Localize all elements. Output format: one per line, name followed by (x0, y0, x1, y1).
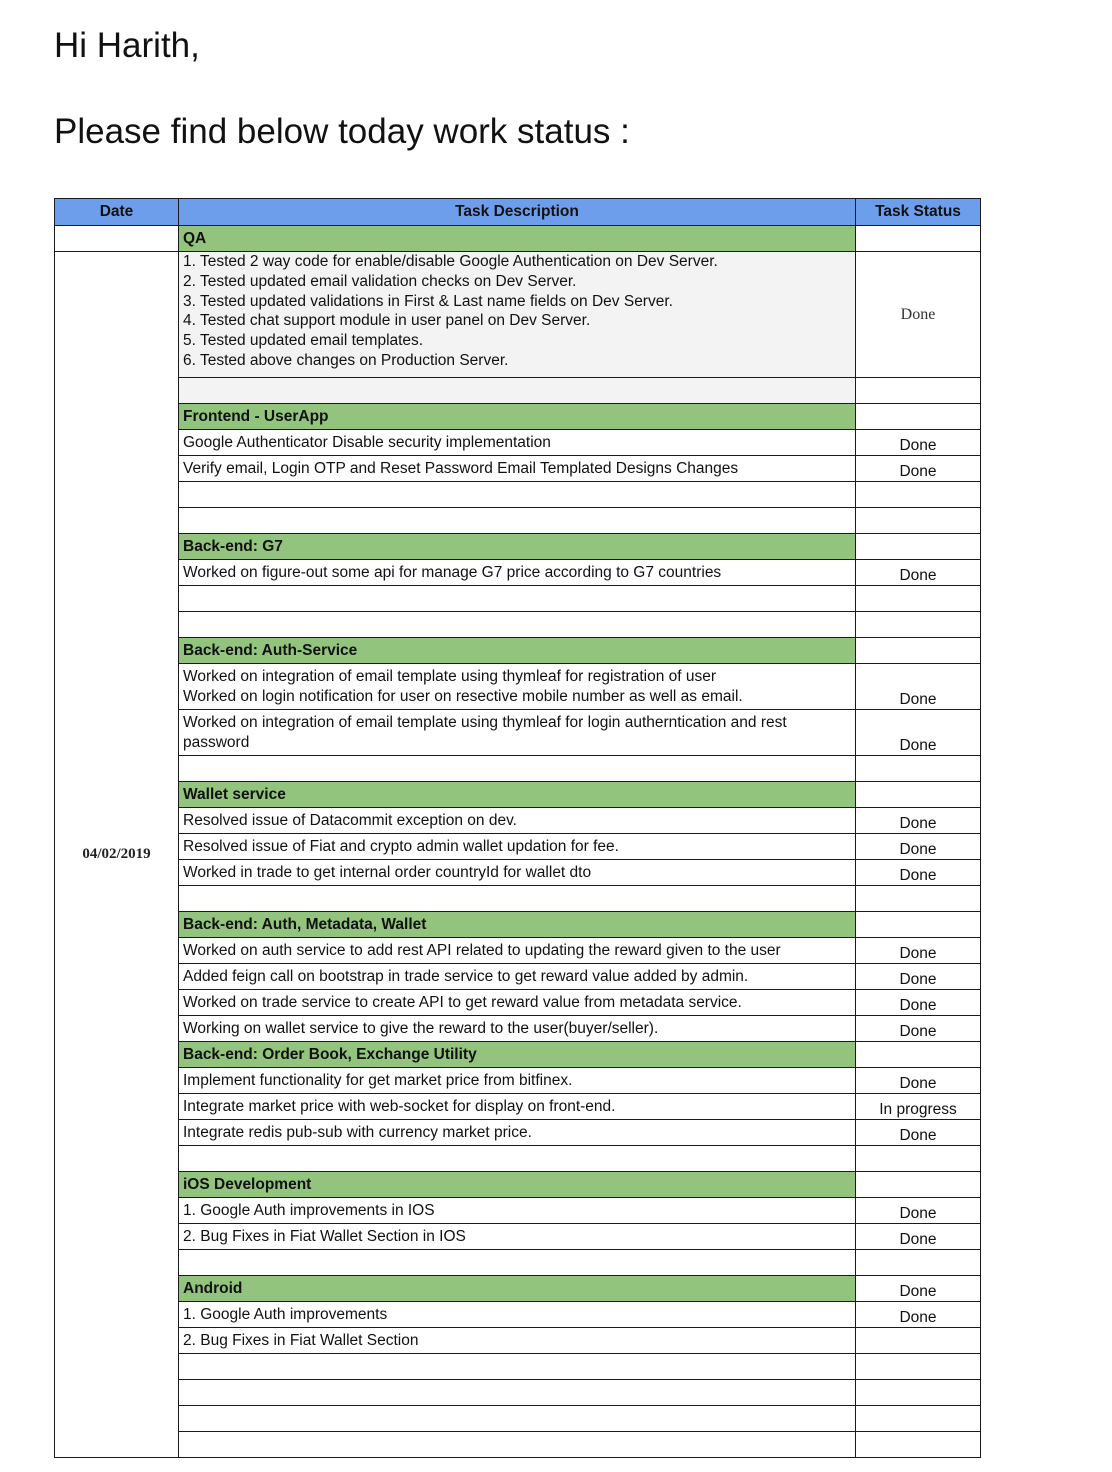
section-backend-order-book: Back-end: Order Book, Exchange Utility (179, 1042, 856, 1068)
table-row: Verify email, Login OTP and Reset Password Email Templated Designs Changes Done (55, 456, 981, 482)
table-row: Worked on integration of email template using thymleaf for registration of user Worked on login notification for user on resective mobile number as well as email. Done (55, 664, 981, 710)
status-cell: Done (856, 990, 981, 1016)
section-ios-development: iOS Development (179, 1172, 856, 1198)
status-cell: Done (856, 456, 981, 482)
section-android: Android (179, 1276, 856, 1302)
header-task-description: Task Description (179, 199, 856, 226)
date-cell-empty (55, 226, 179, 252)
table-row: Worked on figure-out some api for manage G7 price according to G7 countries Done (55, 560, 981, 586)
table-row: Integrate redis pub-sub with currency market price. Done (55, 1120, 981, 1146)
status-cell: Done (856, 1198, 981, 1224)
section-backend-auth-metadata-wallet: Back-end: Auth, Metadata, Wallet (179, 912, 856, 938)
list-item: 4. Tested chat support module in user panel on Dev Server. (183, 312, 591, 330)
table-row: Integrate market price with web-socket for display on front-end. In progress (55, 1094, 981, 1120)
intro-text: Please find below today work status : (54, 112, 630, 151)
header-date: Date (55, 199, 179, 226)
table-row: Implement functionality for get market price from bitfinex. Done (55, 1068, 981, 1094)
status-cell: Done (856, 964, 981, 990)
table-row: 1. Google Auth improvements Done (55, 1302, 981, 1328)
table-row: Resolved issue of Fiat and crypto admin wallet updation for fee. Done (55, 834, 981, 860)
status-cell: Done (856, 1224, 981, 1250)
status-cell: Done (856, 1302, 981, 1328)
status-cell: Done (856, 430, 981, 456)
status-cell: Done (856, 560, 981, 586)
status-cell: Done (856, 1016, 981, 1042)
section-backend-auth-service: Back-end: Auth-Service (179, 638, 856, 664)
status-cell: Done (856, 1276, 981, 1302)
table-row: Added feign call on bootstrap in trade service to get reward value added by admin. Done (55, 964, 981, 990)
list-item: 5. Tested updated email templates. (183, 332, 424, 350)
status-cell: Done (856, 808, 981, 834)
table-row: 2. Bug Fixes in Fiat Wallet Section in IOS Done (55, 1224, 981, 1250)
table-row: Resolved issue of Datacommit exception on dev. Done (55, 808, 981, 834)
status-cell: Done (856, 938, 981, 964)
section-backend-g7: Back-end: G7 (179, 534, 856, 560)
list-item: 3. Tested updated validations in First & Last name fields on Dev Server. (183, 292, 673, 310)
table-row: Google Authenticator Disable security implementation Done (55, 430, 981, 456)
section-qa: QA (179, 226, 856, 252)
header-row (55, 199, 981, 226)
status-cell (856, 1328, 981, 1354)
table-row: Worked on trade service to create API to get reward value from metadata service. Done (55, 990, 981, 1016)
section-frontend-userapp: Frontend - UserApp (179, 404, 856, 430)
status-cell: Done (856, 664, 981, 710)
status-cell: In progress (856, 1094, 981, 1120)
section-wallet-service: Wallet service (179, 782, 856, 808)
table-row: Worked on integration of email template using thymleaf for login autherntication and rest password Done (55, 710, 981, 756)
status-cell: Done (856, 710, 981, 756)
header-task-status: Task Status (856, 199, 981, 226)
table-row: 1. Google Auth improvements in IOS Done (55, 1198, 981, 1224)
table-row: Working on wallet service to give the reward to the user(buyer/seller). Done (55, 1016, 981, 1042)
status-cell: Done (856, 834, 981, 860)
qa-status: Done (856, 252, 981, 378)
list-item: 1. Tested 2 way code for enable/disable Google Authentication on Dev Server. (183, 253, 718, 270)
qa-task-list (179, 252, 856, 378)
table-row: Worked on auth service to add rest API related to updating the reward given to the user Done (55, 938, 981, 964)
list-item: 2. Tested updated email validation checks on Dev Server. (183, 272, 577, 290)
table-row: 2. Bug Fixes in Fiat Wallet Section (55, 1328, 981, 1354)
list-item: 6. Tested above changes on Production Server. (183, 351, 509, 369)
work-status-table (54, 198, 981, 1458)
greeting: Hi Harith, (54, 26, 200, 65)
status-cell: Done (856, 1068, 981, 1094)
table-row: Worked in trade to get internal order countryId for wallet dto Done (55, 860, 981, 886)
date-cell: 04/02/2019 (55, 252, 179, 1458)
status-cell: Done (856, 1120, 981, 1146)
status-cell: Done (856, 860, 981, 886)
